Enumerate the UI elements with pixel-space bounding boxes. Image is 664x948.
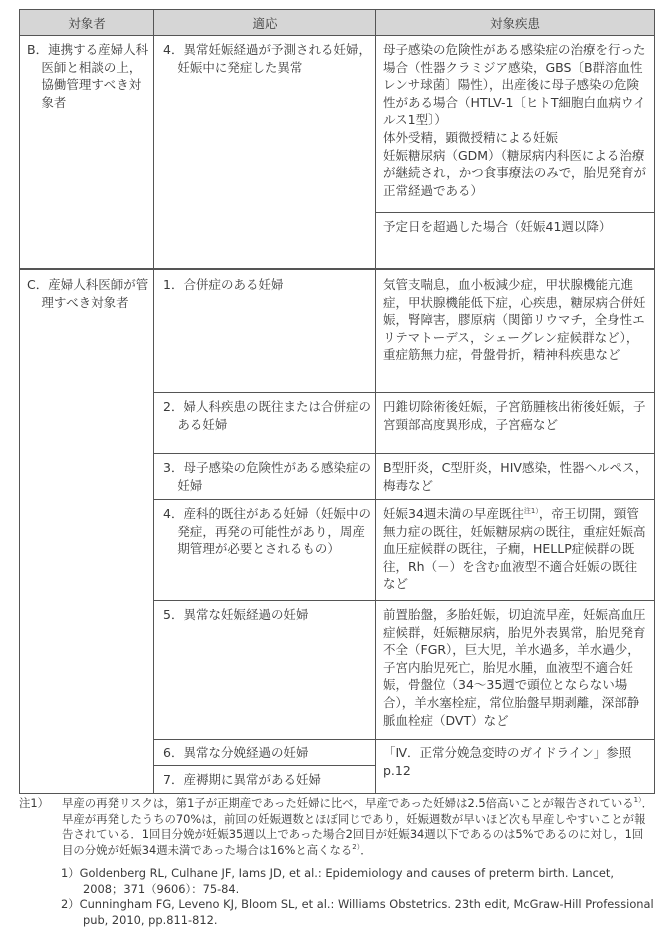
hline-c3: [154, 499, 654, 500]
footnote-text-pre: 早産の再発リスクは，第1子が正期産であった妊婦に比べ，早産であった妊婦は2.5倍高いことが報告されている: [62, 796, 634, 810]
footnote-ref-2-mark: 2）: [352, 842, 361, 851]
guideline-table: [19, 9, 655, 794]
hline-section: [20, 268, 654, 270]
footnote-label: 注1）: [19, 796, 50, 810]
c-row-4-disease-pre: 妊娠34週未満の早産既往: [383, 506, 524, 521]
section-b-indication: 4．異常妊娠経過が予測される妊婦， 妊娠中に発症した異常: [163, 42, 371, 75]
section-b-disease-1: 母子感染の危険性がある感染症の治療を行った場合（性器クラミジア感染，GBS〔B群溶血性レンサ球菌〕陽性），出産後に母子感染の危険性がある場合（HTLV-1〔ヒトT細胞白血病ウイルス1型〕） 体外受精，顕微授精による妊娠 妊娠糖尿病（GDM）（糖尿病内科医による治療が継続され，かつ食事療法のみで，胎児発育が正常経過である）: [383, 42, 647, 198]
c-row-4-footnote-mark: 注1）: [523, 506, 539, 515]
hline-c5: [154, 739, 654, 740]
c-row-3-indication: 3．母子感染の危険性がある感染症の妊婦: [163, 460, 371, 493]
c-row-7-indication: 7．産褥期に異常がある妊婦: [163, 772, 321, 787]
hline-c2: [154, 453, 654, 454]
footnote-text-mid: ．早産が再発したうちの70%は，前回の妊娠週数とほぼ同じであり，妊娠週数が早いほど次も早産しやすいことが報告されている．1回目分娩が妊娠35週以上であった場合2回目が妊娠34週以下であるのは5%であるのに対し，1回目の分娩が妊娠34週未満であった場合は16%と高くなる: [62, 796, 654, 857]
hline-b-split: [376, 212, 654, 213]
hline-c6: [154, 765, 376, 766]
section-c-target: C．産婦人科医師が管理すべき対象者: [27, 277, 149, 310]
section-b-disease-2: 予定日を超過した場合（妊娠41週以降）: [383, 219, 612, 234]
c-row-2-disease: 円錐切除術後妊娠，子宮筋腫核出術後妊娠，子宮頸部高度異形成，子宮癌など: [383, 399, 646, 432]
c-row-3-disease: B型肝炎，C型肝炎，HIV感染，性器ヘルペス，梅毒など: [383, 460, 648, 493]
header-indication: 適応: [154, 10, 376, 35]
header-target: 対象者: [20, 10, 154, 35]
section-b-target: B．連携する産婦人科医師と相談の上，協働管理すべき対象者: [27, 42, 149, 110]
reference-2: 2）Cunningham FG, Leveno KJ, Bloom SL, et al.: Williams Obstetrics. 23th edit, McGraw-Hill Professional pub, 2010, pp.811-812.: [61, 897, 654, 927]
footnote-body: [62, 796, 654, 858]
c-row-6-indication: 6．異常な分娩経過の妊婦: [163, 745, 309, 760]
c-row-6-disease: 「Ⅳ．正常分娩急変時のガイドライン」参照p.12: [383, 745, 632, 778]
c-row-5-indication: 5．異常な妊娠経過の妊婦: [163, 607, 309, 622]
c-row-4-disease: [383, 505, 649, 593]
footnote-ref-1-mark: 1）: [633, 796, 642, 805]
hline-c4: [154, 600, 654, 601]
c-row-5-disease: 前置胎盤，多胎妊娠，切迫流早産，妊娠高血圧症候群，妊娠糖尿病，胎児外表異常，胎児発育不全（FGR），巨大児，羊水過多，羊水過少，子宮内胎児死亡，胎児水腫，血液型不適合妊娠，骨盤位（34～35週で頭位とならない場合），羊水塞栓症，常位胎盤早期剥離，深部静脈血栓症（DVT）など: [383, 607, 646, 728]
c-row-1-indication: 1．合併症のある妊婦: [163, 277, 284, 292]
vline-1: [153, 10, 154, 793]
c-row-2-indication: 2．婦人科疾患の既往または合併症のある妊婦: [163, 399, 371, 432]
reference-1: 1）Goldenberg RL, Culhane JF, Iams JD, et al.: Epidemiology and causes of preterm birth. Lancet, 2008；371（9606）：75-84.: [61, 866, 614, 896]
c-row-4-indication: 4．産科的既往がある妊婦（妊娠中の発症，再発の可能性があり，周産期管理が必要とされるもの）: [163, 506, 371, 557]
footnote-text-post: ．: [360, 842, 372, 857]
header-disease: 対象疾患: [376, 10, 654, 35]
c-row-1-disease: 気管支喘息，血小板減少症，甲状腺機能亢進症，甲状腺機能低下症，心疾患，糖尿病合併妊娠，腎障害，膠原病（関節リウマチ，全身性エリテマトーデス，シェーグレン症候群など），重症筋無力症，骨盤骨折，精神科疾患など: [383, 277, 646, 363]
vline-2: [375, 10, 376, 793]
c-row-4-disease-post: ，帝王切開，頸管無力症の既往，妊娠糖尿病の既往，重症妊娠高血圧症候群の既往，子癇，HELLP症候群の既往，Rh（－）を含む血液型不適合妊娠の既往など: [383, 506, 646, 592]
hline-c1: [154, 392, 654, 393]
hline-header: [20, 35, 654, 36]
